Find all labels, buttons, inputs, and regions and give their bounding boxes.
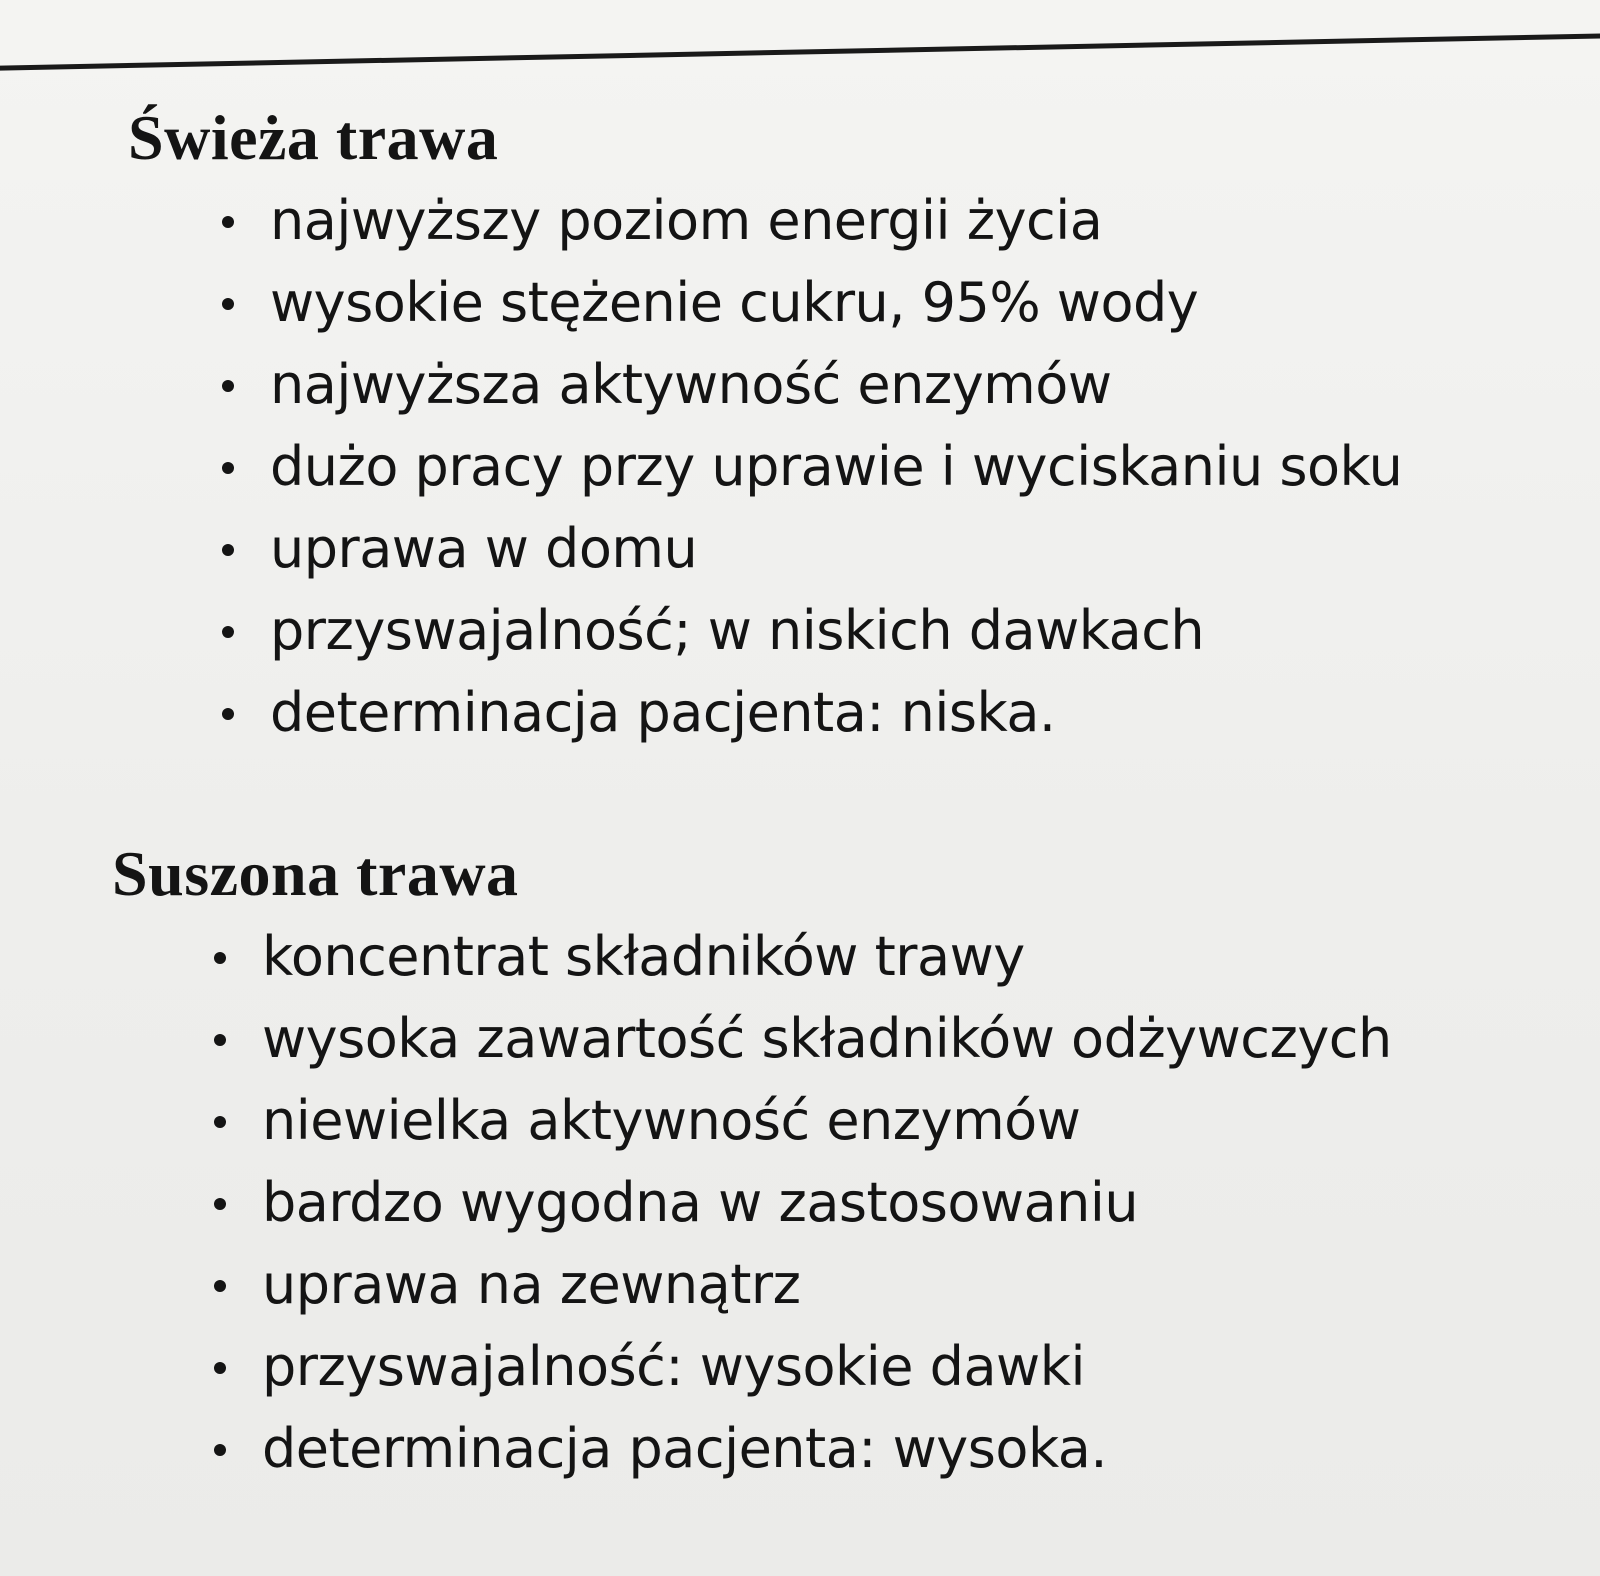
section-heading-dried-grass: Suszona trawa (112, 838, 519, 909)
list-item-text: niewielka aktywność enzymów (262, 1089, 1081, 1152)
list-item (262, 1007, 1392, 1094)
list-item-text: bardzo wygodna w zastosowaniu (262, 1171, 1139, 1234)
bullet-icon (222, 708, 234, 720)
list-item (262, 1335, 1392, 1422)
bullet-icon (214, 952, 226, 964)
section-heading-fresh-grass: Świeża trawa (128, 102, 499, 173)
bullet-icon (222, 380, 234, 392)
bullet-icon (222, 626, 234, 638)
bullet-icon (214, 1034, 226, 1046)
list-item (262, 1417, 1392, 1504)
list-item (262, 1253, 1392, 1340)
bullet-icon (214, 1444, 226, 1456)
list-item-text: determinacja pacjenta: wysoka. (262, 1417, 1108, 1480)
list-item-text: wysoka zawartość składników odżywczych (262, 1007, 1392, 1070)
top-rule (0, 33, 1600, 71)
bullet-icon (214, 1280, 226, 1292)
list-item-text: uprawa w domu (270, 517, 698, 580)
list-item (262, 1171, 1392, 1258)
fresh-grass-list (270, 189, 1403, 768)
bullet-icon (214, 1362, 226, 1374)
list-item-text: przyswajalność: wysokie dawki (262, 1335, 1085, 1398)
bullet-icon (214, 1116, 226, 1128)
list-item-text: dużo pracy przy uprawie i wyciskaniu soku (270, 435, 1403, 498)
list-item (270, 189, 1402, 276)
list-item-text: najwyższy poziom energii życia (270, 189, 1103, 252)
list-item (270, 599, 1402, 686)
list-item-text: najwyższa aktywność enzymów (270, 353, 1112, 416)
list-item-text: uprawa na zewnątrz (262, 1253, 801, 1316)
list-item-text: koncentrat składników trawy (262, 925, 1025, 988)
section-fresh-grass (128, 102, 1403, 768)
bullet-icon (222, 544, 234, 556)
bullet-icon (222, 216, 234, 228)
list-item (270, 353, 1402, 440)
list-item (270, 435, 1403, 522)
bullet-icon (222, 298, 234, 310)
bullet-icon (222, 462, 234, 474)
dried-grass-list (262, 925, 1392, 1504)
list-item (270, 271, 1402, 358)
bullet-icon (214, 1198, 226, 1210)
list-item (270, 517, 1402, 604)
list-item-text: determinacja pacjenta: niska. (270, 681, 1056, 744)
section-dried-grass (112, 838, 1392, 1504)
list-item-text: przyswajalność; w niskich dawkach (270, 599, 1205, 662)
list-item (262, 1089, 1392, 1176)
list-item-text: wysokie stężenie cukru, 95% wody (270, 271, 1199, 334)
list-item (262, 925, 1392, 1012)
list-item (270, 681, 1402, 768)
